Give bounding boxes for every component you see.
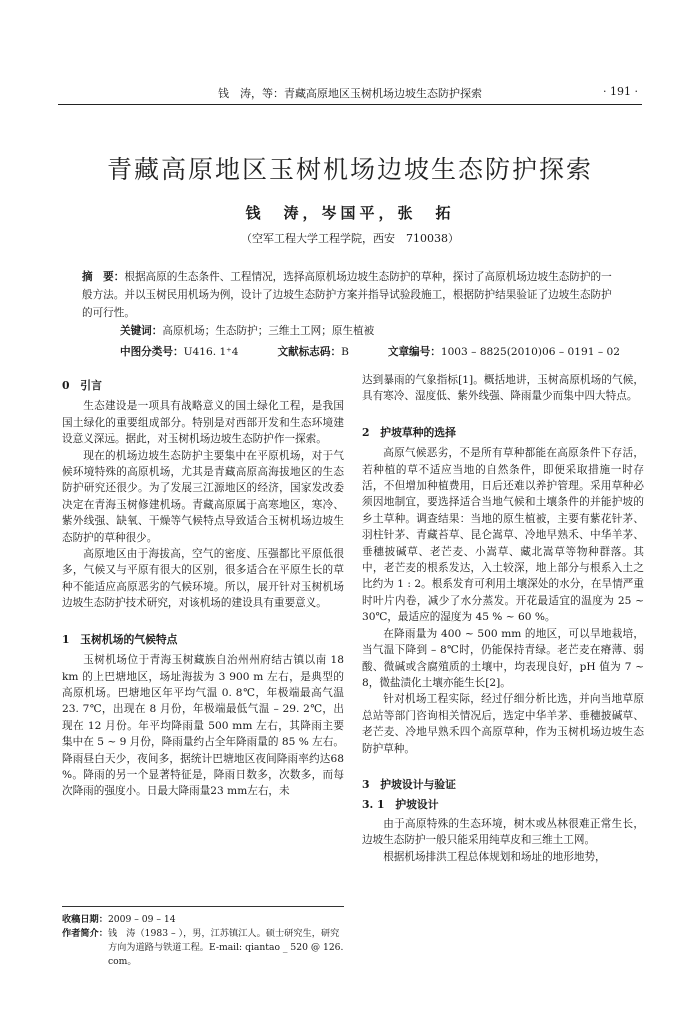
section-2-title: 2 护坡草种的选择 [362,425,456,439]
abstract-text: 根据高原的生态条件、工程情况，选择高原机场边坡生态防护的草种，探讨了高原机场边坡生态防护的一般方法。并以玉树民用机场为例，设计了边坡生态防护方案并指导试验段施工，根据防护结果验证了边坡生态防护的可行性。 [82,271,612,319]
section-0-paragraph-2: 现在的机场边坡生态防护主要集中在平原机场，对于气候环境特殊的高原机场，尤其是青藏高原高海拔地区的生态防护研究还很少。为了发展三江源地区的经济，国家发改委决定在青海玉树修建机场。青藏高原属于高寒地区，寒冷、紫外线强、缺氧、干燥等气候特点导致适合玉树机场边坡生态防护的草种很少。 [62,449,344,544]
article-number [388,344,620,359]
classification-line [120,344,620,359]
clc-label: 中图分类号： [120,346,184,358]
section-2-paragraph-2: 在降雨量为 400 ~ 500 mm 的地区，可以旱地栽培，当气温下降到 – 8℃时，仍能保持青绿。老芒麦在瘠薄、弱酸、微碱或含腐殖质的土壤中，均表现良好，pH 值为 7 ~ 8，微盐渍化土壤亦能生长[2]。 [362,627,644,689]
art-value: 1003 – 8825(2010)06 – 0191 – 02 [440,346,620,358]
footnote-received [62,913,344,927]
article-affiliation: （空军工程大学工程学院，西安 710038） [241,232,459,245]
running-head: 钱 涛，等：青藏高原地区玉树机场边坡生态防护探索 [218,87,482,100]
received-label: 收稿日期： [62,914,108,925]
section-0-paragraph-1: 生态建设是一项具有战略意义的国土绿化工程，是我国国土绿化的重要组成部分。特别是对西部开发和生态环境建设意义深远。据此，对玉树机场边坡生态防护作一探索。 [62,400,344,446]
section-1-title: 1 玉树机场的气候特点 [62,632,178,646]
section-0-title: 0 引言 [62,379,102,392]
section-3-title: 3 护坡设计与验证 [362,777,456,791]
art-label: 文章编号： [387,346,441,358]
section-2-paragraph-3: 针对机场工程实际，经过仔细分析比选，并向当地草原总站等部门咨询相关情况后，选定中华羊茅、垂穗披碱草、老芒麦、冷地早熟禾四个高原草种，作为玉树机场边坡生态防护草种。 [362,693,644,755]
keywords-label: 关键词： [120,325,163,337]
running-header [58,84,642,105]
section-0-paragraph-3: 高原地区由于海拔高，空气的密度、压强都比平原低很多，气候又与平原有很大的区别，很多适合在平原生长的草种不能适应高原恶劣的气候环境。所以，展开针对玉树机场边坡生态防护技术研究，对该机场的建设具有重要意义。 [62,548,344,610]
section-2-paragraph-1: 高原气候恶劣，不是所有草种都能在高原条件下存活，若种植的草不适应当地的自然条件，即便采取措施一时存活，不但增加种植费用，日后还难以养护管理。采用草种必须因地制宜，要选择适合当地气候和土壤条件的并能护坡的乡土草种。调查结果：当地的原生植被，主要有紫花针茅、羽柱针茅、青藏苔草、昆仑嵩草、冷地早熟禾、中华羊茅、垂穗披碱草、老芒麦、小嵩草、藏北嵩草等物种群落。其中，老芒麦的根系发达，入土较深，地上部分与根系入土之比约为 1 : 2。根系发育可利用土壤深处的水分，在旱情严重时叶片内卷，减少了水分蒸发。开花最适宜的温度为 25 ~ 30℃，最适应的湿度为 45 % ~ 60 %。 [362,447,644,624]
left-column [62,372,344,800]
doc-value: B [341,346,349,358]
footnote-author [62,927,344,969]
abstract [82,268,622,322]
section-3-1-title: 3. 1 护坡设计 [362,798,439,812]
right-column [362,372,644,865]
clc-code [120,344,239,359]
section-1-paragraph-1: 玉树机场位于青海玉树藏族自治州州府结古镇以南 18 km 的上巴塘地区，场址海拔为 3 900 m 左右，是典型的高原机场。巴塘地区年平均气温 0. 8℃，年极端最高气温 23. 7℃，出现在 8 月份，年极端最低气温 – 29. 2℃，出现在 12 月份。年平均降雨量 500 mm 左右，其降雨主要集中在 5 ~ 9 月份，降雨量约占全年降雨量的 85 % 左右。降雨昼白天少，夜间多，据统计巴塘地区夜间降雨率约达68 %。降雨的另一个显著特征是，降雨日数多，次数多，而每次降雨的强度小。日最大降雨量23 mm左右，未 [62,654,344,798]
section-3-1-paragraph-2: 根据机场排洪工程总体规划和场址的地形地势， [383,850,606,863]
article-authors: 钱 涛，岑国平，张 拓 [245,204,455,222]
keywords [120,323,374,338]
keywords-text: 高原机场；生态防护；三维土工网；原生植被 [162,325,375,337]
article-title: 青藏高原地区玉树机场边坡生态防护探索 [106,155,593,184]
footnotes [62,906,344,969]
clc-value: U416. 1⁺4 [183,346,239,358]
section-1-paragraph-2: 达到暴雨的气象指标[1]。概括地讲，玉树高原机场的气候，具有寒冷、湿度低、紫外线强、降雨量少而集中四大特点。 [362,374,644,403]
author-bio: 钱 涛（1983 – ），男，江苏镇江人。硕士研究生，研究方向为道路与铁道工程。E-mail: qiantao _ 520 @ 126. com。 [107,928,344,967]
page-number: · 191 · [603,85,638,98]
doc-code [278,344,349,359]
received-date: 2009 – 09 – 14 [107,914,176,925]
author-bio-label: 作者简介： [62,928,108,939]
doc-label: 文献标志码： [277,346,342,358]
section-3-1-paragraph-1: 由于高原特殊的生态环境，树木或丛林很难正常生长，边坡生态防护一般只能采用纯草皮和三维土工网。 [362,817,644,847]
abstract-label: 摘 要： [82,271,125,283]
